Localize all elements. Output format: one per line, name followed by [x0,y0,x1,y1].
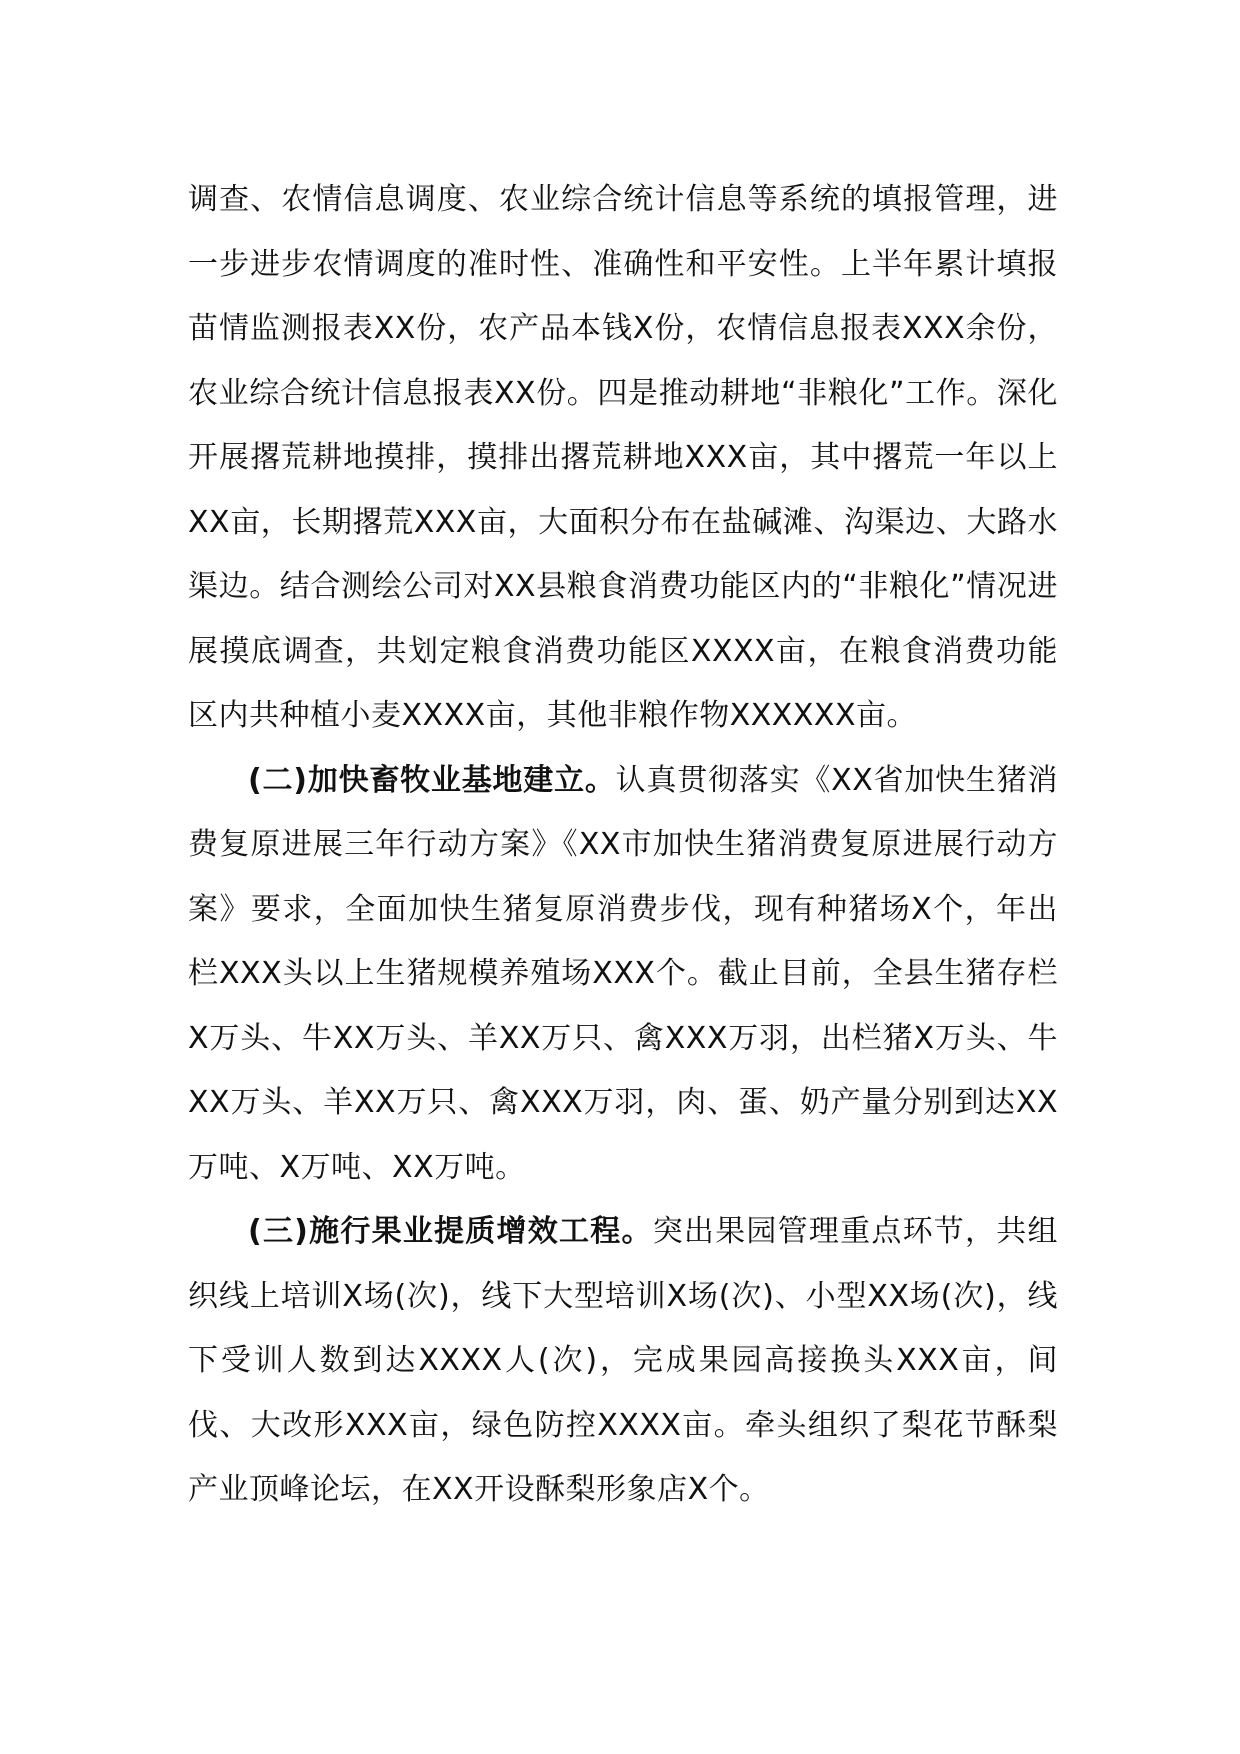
paragraph-continuation [188,168,1058,749]
paragraph-fruit [188,1200,1058,1523]
paragraph-livestock [188,749,1058,1201]
paragraph-text: 调查、农情信息调度、农业综合统计信息等系统的填报管理，进一步进步农情调度的准时性、准确性和平安性。上半年累计填报苗情监测报表XX份，农产品本钱X份，农情信息报表XXX余份，农业综合统计信息报表XX份。四是推动耕地“非粮化”工作。深化开展撂荒耕地摸排，摸排出撂荒耕地XXX亩，其中撂荒一年以上XX亩，长期撂荒XXX亩，大面积分布在盐碱滩、沟渠边、大路水渠边。结合测绘公司对XX县粮食消费功能区内的“非粮化”情况进展摸底调查，共划定粮食消费功能区XXXX亩，在粮食消费功能区内共种植小麦XXXX亩，其他非粮作物XXXXXX亩。 [188,182,1058,733]
paragraph-text: 突出果园管理重点环节，共组织线上培训X场(次)，线下大型培训X场(次)、小型XX场(次)，线下受训人数到达XXXX人(次)，完成果园高接换头XXX亩，间伐、大改形XXX亩，绿色防控XXXX亩。牵头组织了梨花节酥梨产业顶峰论坛，在XX开设酥梨形象店X个。 [188,1214,1059,1507]
section-heading-fruit: (三)施行果业提质增效工程。 [248,1214,653,1249]
document-body [188,168,1058,1523]
section-heading-livestock: (二)加快畜牧业基地建立。 [248,762,616,798]
paragraph-text: 认真贯彻落实《XX省加快生猪消费复原进展三年行动方案》《XX市加快生猪消费复原进展行动方案》要求，全面加快生猪复原消费步伐，现有种猪场X个，年出栏XXX头以上生猪规模养殖场XXX个。截止目前，全县生猪存栏X万头、牛XX万头、羊XX万只、禽XXX万羽，出栏猪X万头、牛XX万头、羊XX万只、禽XXX万羽，肉、蛋、奶产量分别到达XX万吨、X万吨、XX万吨。 [188,762,1058,1185]
